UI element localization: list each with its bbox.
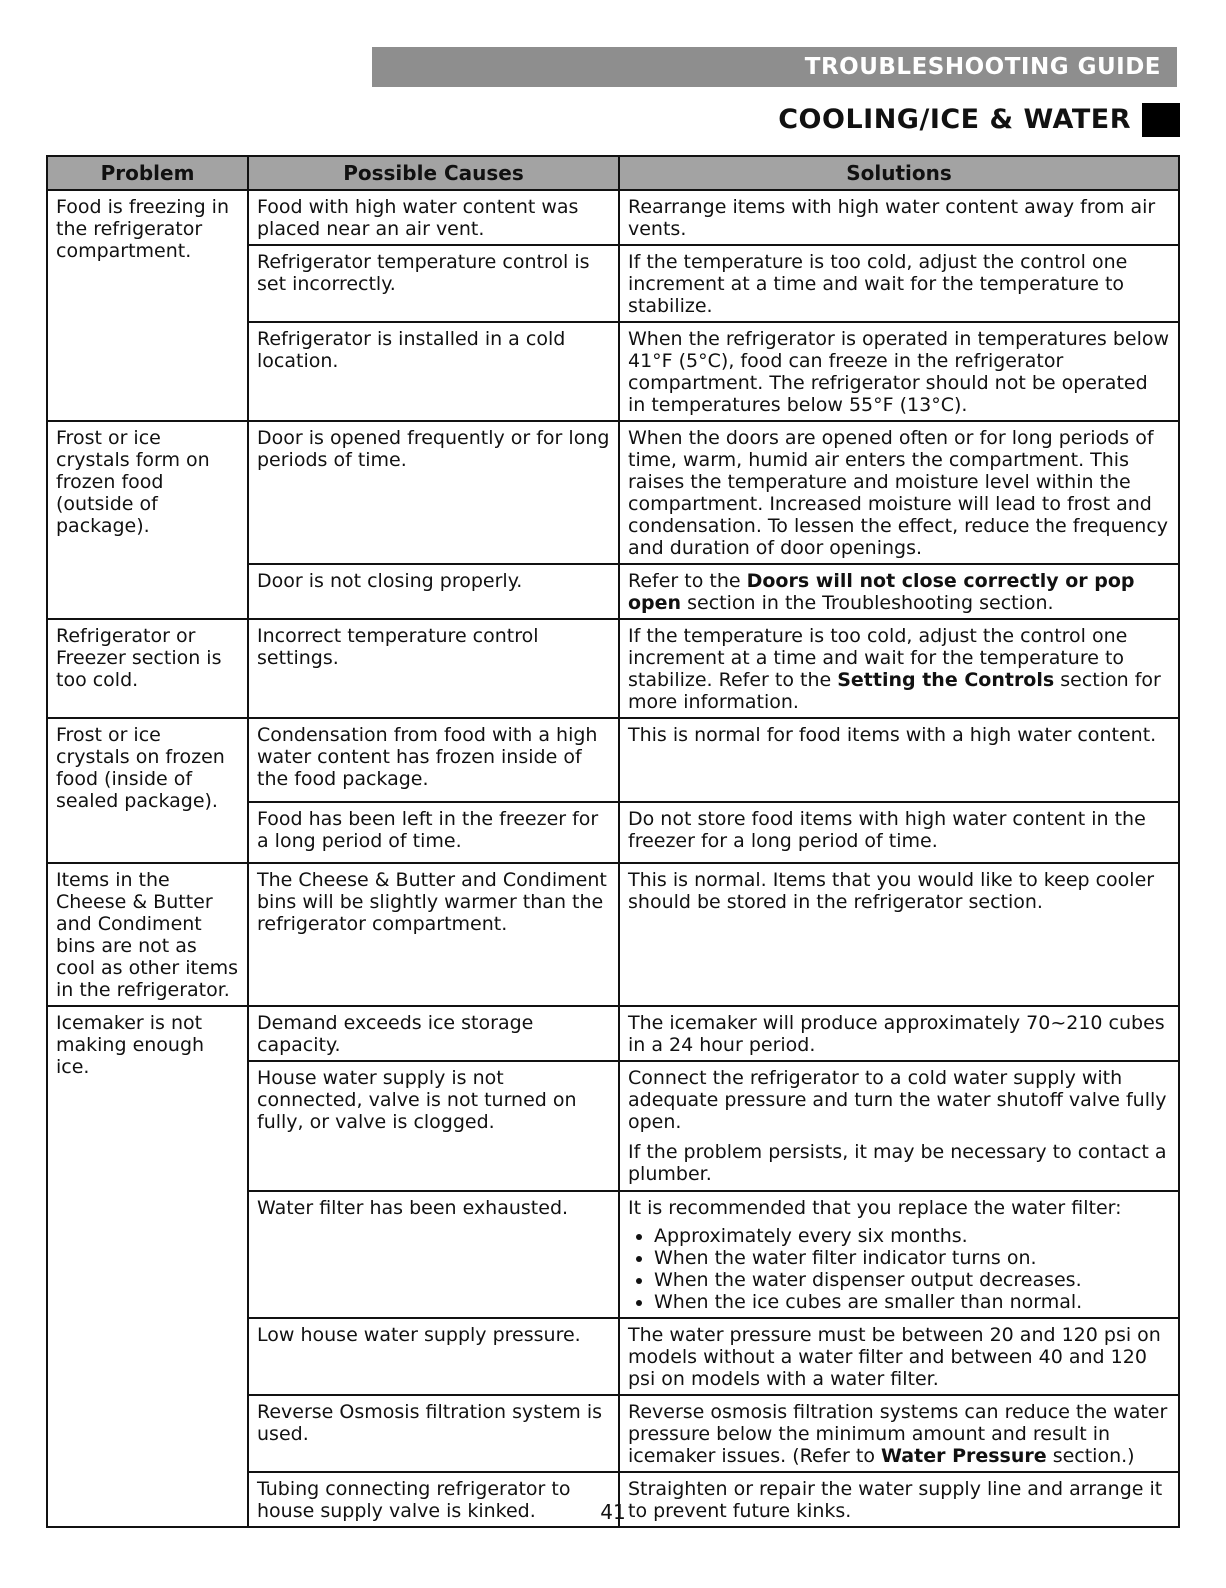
- problem-cell: Icemaker is not making enough ice.: [47, 1006, 248, 1527]
- problem-cell: Items in the Cheese & Butter and Condiment bins are not as cool as other items in the refrigerator.: [47, 863, 248, 1006]
- solution-cell: The water pressure must be between 20 and 120 psi on models without a water filter and between 40 and 120 psi on models with a water filter.: [619, 1318, 1179, 1395]
- solution-reference: Doors will not close correctly or pop open: [628, 570, 1135, 614]
- cause-cell: House water supply is not connected, valve is not turned on fully, or valve is clogged.: [248, 1061, 619, 1191]
- solution-cell: [619, 1191, 1179, 1318]
- cause-cell: Refrigerator is installed in a cold location.: [248, 322, 619, 421]
- solution-text: section.): [1046, 1445, 1135, 1467]
- solution-cell: Do not store food items with high water content in the freezer for a long period of time.: [619, 802, 1179, 863]
- solution-cell: Rearrange items with high water content away from air vents.: [619, 190, 1179, 245]
- solution-note: If the problem persists, it may be necessary to contact a plumber.: [628, 1141, 1167, 1185]
- solution-cell: [619, 619, 1179, 718]
- solution-reference: Setting the Controls: [837, 669, 1055, 691]
- solution-cell: [619, 564, 1179, 619]
- column-header-problem: Problem: [47, 156, 248, 190]
- column-header-solutions: Solutions: [619, 156, 1179, 190]
- solution-text: It is recommended that you replace the water filter:: [628, 1197, 1122, 1219]
- solution-cell: The icemaker will produce approximately 70~210 cubes in a 24 hour period.: [619, 1006, 1179, 1061]
- solution-cell: If the temperature is too cold, adjust the control one increment at a time and wait for the temperature to stabilize.: [619, 245, 1179, 322]
- list-item: • Approximately every six months.: [654, 1225, 1170, 1247]
- solution-cell: This is normal. Items that you would like to keep cooler should be stored in the refrigerator section.: [619, 863, 1179, 1006]
- solution-cell: [619, 1395, 1179, 1472]
- solution-text: If the temperature is too cold, adjust the control one increment at a time and wait for the temperature to stabilize. Refer to the: [628, 625, 1128, 691]
- section-marker: [1142, 103, 1180, 137]
- cause-cell: Food has been left in the freezer for a long period of time.: [248, 802, 619, 863]
- table-row: [47, 1006, 1179, 1061]
- cause-cell: Tubing connecting refrigerator to house supply valve is kinked.: [248, 1472, 619, 1527]
- cause-cell: Reverse Osmosis filtration system is used.: [248, 1395, 619, 1472]
- solution-cell: This is normal for food items with a high water content.: [619, 718, 1179, 802]
- section-title: COOLING/ICE & WATER: [778, 104, 1131, 135]
- problem-cell: Food is freezing in the refrigerator compartment.: [47, 190, 248, 421]
- solution-cell: When the doors are opened often or for long periods of time, warm, humid air enters the compartment. This raises the temperature and moisture level within the compartment. Increased moisture will lead to frost and condensation. To lessen the effect, reduce the frequency and duration of door openings.: [619, 421, 1179, 564]
- page-number: 41: [600, 1500, 626, 1524]
- solution-text: section for more information.: [628, 669, 1161, 713]
- cause-cell: Door is not closing properly.: [248, 564, 619, 619]
- table-row: [47, 718, 1179, 802]
- solution-reference: Water Pressure: [881, 1445, 1047, 1467]
- solution-cell: [619, 1061, 1179, 1191]
- cause-cell: The Cheese & Butter and Condiment bins will be slightly warmer than the refrigerator compartment.: [248, 863, 619, 1006]
- cause-cell: Water filter has been exhausted.: [248, 1191, 619, 1318]
- problem-cell: Frost or ice crystals form on frozen food (outside of package).: [47, 421, 248, 619]
- cause-cell: Condensation from food with a high water content has frozen inside of the food package.: [248, 718, 619, 802]
- list-item: • When the water dispenser output decreases.: [654, 1269, 1170, 1291]
- problem-cell: Refrigerator or Freezer section is too cold.: [47, 619, 248, 718]
- solution-text: Reverse osmosis filtration systems can reduce the water pressure below the minimum amount and result in icemaker issues. (Refer to: [628, 1401, 1168, 1467]
- solution-text: section in the Troubleshooting section.: [681, 592, 1054, 614]
- section-banner: TROUBLESHOOTING GUIDE: [372, 47, 1177, 87]
- filter-replacement-list: [628, 1225, 1170, 1313]
- cause-cell: Demand exceeds ice storage capacity.: [248, 1006, 619, 1061]
- table-row: [47, 863, 1179, 1006]
- cause-cell: Door is opened frequently or for long periods of time.: [248, 421, 619, 564]
- solution-cell: When the refrigerator is operated in temperatures below 41°F (5°C), food can freeze in the refrigerator compartment. The refrigerator should not be operated in temperatures below 55°F (13°C).: [619, 322, 1179, 421]
- table-row: [47, 421, 1179, 564]
- solution-text: Refer to the: [628, 570, 747, 592]
- troubleshooting-table: [46, 155, 1180, 1528]
- list-item: • When the water filter indicator turns on.: [654, 1247, 1170, 1269]
- solution-text: Connect the refrigerator to a cold water supply with adequate pressure and turn the water shutoff valve fully open.: [628, 1067, 1167, 1133]
- solution-cell: Straighten or repair the water supply line and arrange it to prevent future kinks.: [619, 1472, 1179, 1527]
- column-header-causes: Possible Causes: [248, 156, 619, 190]
- cause-cell: Incorrect temperature control settings.: [248, 619, 619, 718]
- cause-cell: Refrigerator temperature control is set incorrectly.: [248, 245, 619, 322]
- table-row: [47, 190, 1179, 245]
- cause-cell: Food with high water content was placed near an air vent.: [248, 190, 619, 245]
- list-item: • When the ice cubes are smaller than normal.: [654, 1291, 1170, 1313]
- problem-cell: Frost or ice crystals on frozen food (inside of sealed package).: [47, 718, 248, 863]
- table-header-row: [47, 156, 1179, 190]
- cause-cell: Low house water supply pressure.: [248, 1318, 619, 1395]
- table-row: [47, 619, 1179, 718]
